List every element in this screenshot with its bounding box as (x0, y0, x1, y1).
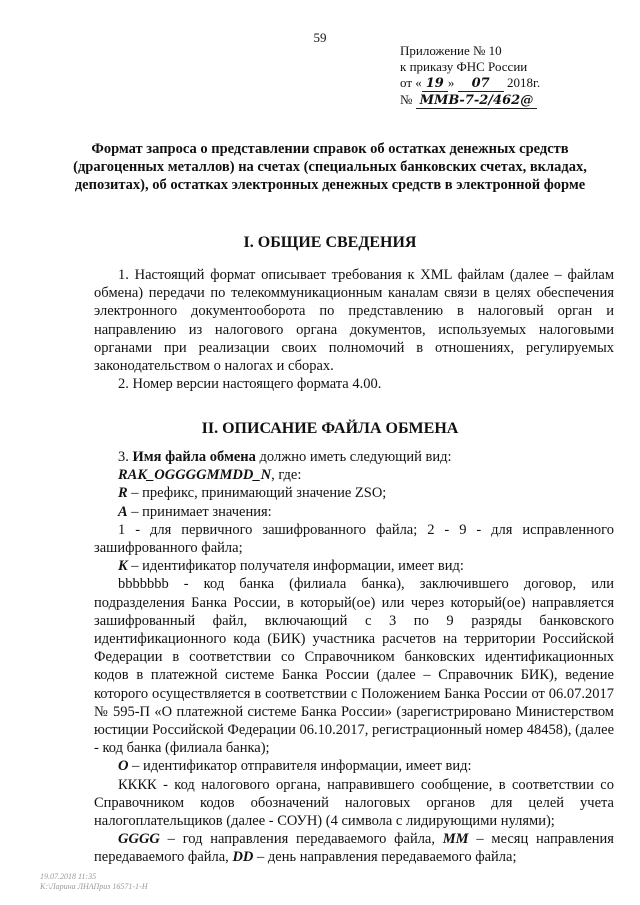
paragraph-2: 2. Номер версии настоящего формата 4.00. (118, 376, 382, 393)
appendix-date (400, 75, 620, 92)
a-values: 1 - для первичного зашифрованного файла; 2 - 9 - для исправленного зашифрованного файла; (94, 521, 614, 557)
date-year: 2018г. (506, 75, 541, 90)
section1-body (94, 266, 614, 393)
appendix-block (400, 43, 620, 109)
a-text: – принимает значения: (127, 503, 272, 520)
date-month: 07 (458, 76, 504, 92)
date-parts-line (94, 830, 614, 866)
filename-line (94, 466, 614, 484)
r-text: – префикс, принимающий значение ZSO; (127, 485, 387, 502)
p3-bold: Имя файла обмена (132, 449, 256, 465)
appendix-line1: Приложение № 10 (400, 43, 502, 58)
k-description: bbbbbbb - код банка (филиала банка), заключившего договор, или подразделения Банка России, в который(ое) или через который(ое) направляется зашифрованный файл, включающий с 3 по 9 разряды банковского идентификационного кода (БИК) участника расчетов на территории Российской Федерации в соответствии со Справочником банковских идентификационных кодов в платежной системе Банка России (далее – Справочник БИК), ведение которого осуществляется в соответствии с Положением Банка России от 06.07.2017 № 595-П «О платежной системе Банка России» (зарегистрировано Министерством юстиции Российской Федерации 06.10.2017, регистрационный номер 48458), (далее - код банка (филиала банка); (94, 576, 614, 757)
a-key: A (118, 503, 128, 520)
a-line (94, 503, 614, 521)
page-number: 59 (313, 30, 327, 45)
g-key: GGGG (118, 831, 160, 848)
section1-heading: I. ОБЩИЕ СВЕДЕНИЯ (243, 234, 417, 251)
appendix-number (400, 92, 620, 109)
o-line (94, 757, 614, 775)
stamp-line1: 19.07.2018 11:35 (40, 872, 97, 881)
appendix-line2: к приказу ФНС России (400, 59, 528, 74)
date-mid: » (447, 75, 455, 90)
k-line (94, 557, 614, 575)
stamp-line2: К:\Ларина ЛНАПриз 16571-1-Н (40, 882, 148, 891)
date-prefix: от « (400, 75, 422, 90)
d-text: – день направления передаваемого файла; (253, 849, 517, 866)
o-description: КККК - код налогового органа, направившего сообщение, в соответствии со Справочником кодов обозначений налоговых органов для целей учета налогоплательщиков (далее - СОУН) (4 символа с лидирующими нулями); (94, 776, 614, 830)
paragraph-1: 1. Настоящий формат описывает требования к XML файлам (далее – файлам обмена) передачи по телекоммуникационным каналам связи в целях обеспечения электронного документооборота по представлению в налоговый орган и направлению из налогового органа документов, используемых налоговыми органами при реализации своих полномочий в отношениях, регулируемых законодательством о налогах и сборах. (94, 267, 614, 375)
p3-rest: должно иметь следующий вид: (255, 449, 452, 465)
o-text: – идентификатор отправителя информации, имеет вид: (128, 758, 472, 775)
number-prefix: № (400, 92, 413, 107)
paragraph-3 (94, 448, 614, 466)
m-text: – месяц направления передаваемого файла, (94, 831, 614, 866)
r-key: R (118, 485, 128, 502)
filename-pattern: RAK_OGGGGMMDD_N (118, 467, 272, 484)
section2-body (94, 448, 614, 867)
date-day: 19 (422, 76, 448, 92)
section2-heading: II. ОПИСАНИЕ ФАЙЛА ОБМЕНА (201, 420, 459, 437)
g-text: – год направления передаваемого файла, (159, 831, 443, 848)
document-title: Формат запроса о представлении справок об остатках денежных средств (драгоценных металлов) на счетах (специальных банковских счетах, вкладах, депозитах), об остатках электронных денежных средств в электронной форме (73, 141, 587, 193)
p3-num: 3. (118, 449, 133, 465)
r-line (94, 484, 614, 502)
footer-stamp (40, 872, 147, 892)
filename-rest: , где: (271, 467, 302, 484)
k-text: – идентификатор получателя информации, имеет вид: (127, 558, 464, 575)
o-key: O (118, 758, 129, 775)
m-key: MM (442, 831, 469, 848)
number-value: ММВ-7-2/462@ (416, 93, 538, 109)
d-key: DD (232, 849, 254, 866)
k-key: K (118, 558, 128, 575)
